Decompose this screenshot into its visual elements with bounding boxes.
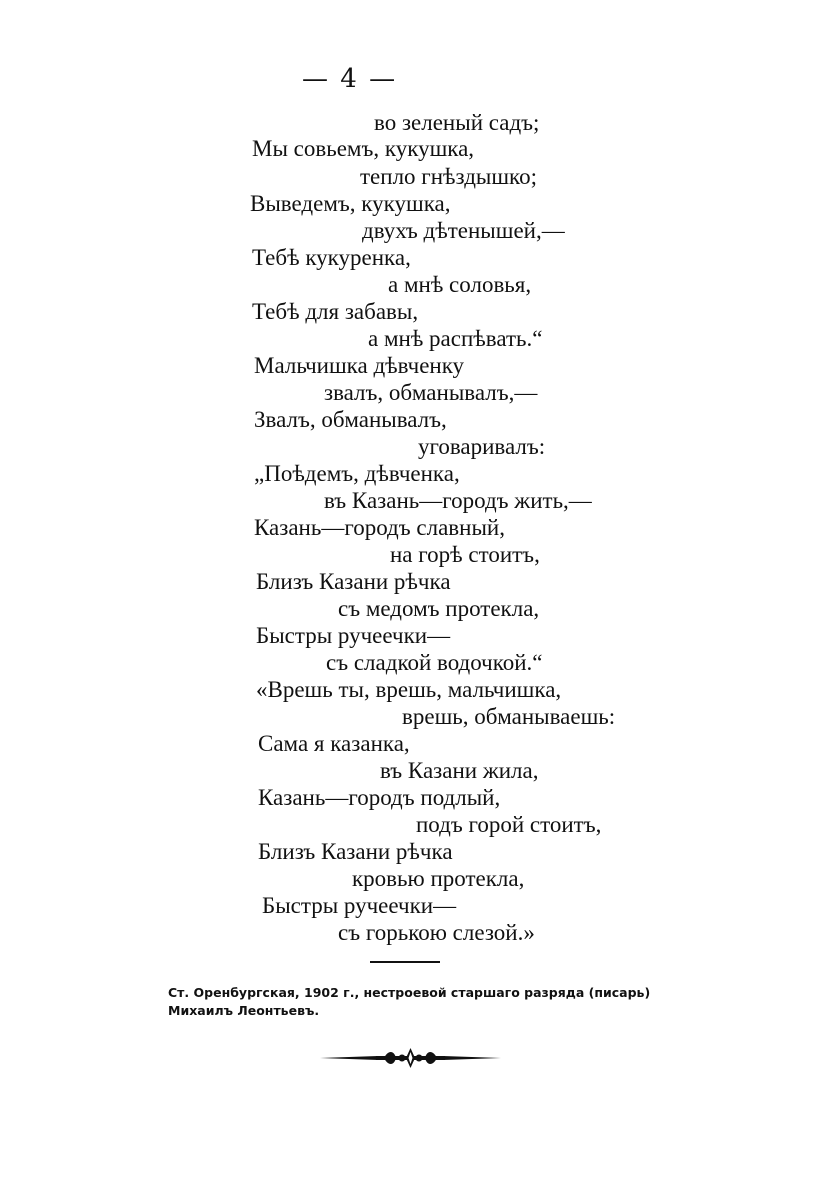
verse-line: во зеленый садъ;	[374, 110, 540, 135]
verse-line: а мнѣ соловья,	[388, 272, 532, 297]
verse-line: Казань—городъ славный,	[254, 515, 505, 540]
verse-line: Тебѣ для забавы,	[252, 299, 419, 324]
verse-line: Выведемъ, кукушка,	[250, 191, 451, 216]
verse-line: звалъ, обманывалъ,—	[324, 380, 538, 405]
verse-line: на горѣ стоитъ,	[390, 542, 540, 567]
verse-line: уговаривалъ:	[418, 434, 546, 459]
source-note-line: Михаилъ Леонтьевъ.	[168, 1003, 320, 1018]
verse-line: подъ горой стоитъ,	[416, 812, 602, 837]
verse-line: съ горькою слезой.»	[338, 920, 535, 945]
verse-line: Казань—городъ подлый,	[258, 785, 501, 810]
verse-line: Тебѣ кукуренка,	[252, 245, 411, 270]
ornament-icon	[318, 1046, 503, 1070]
verse-line: кровью протекла,	[352, 866, 525, 891]
verse-line: съ сладкой водочкой.“	[326, 650, 543, 675]
verse-line: Близъ Казани рѣчка	[256, 569, 451, 594]
verse-line: Звалъ, обманывалъ,	[254, 407, 447, 432]
verse-line: двухъ дѣтенышей,—	[362, 218, 565, 243]
source-note-line: Ст. Оренбургская, 1902 г., нестроевой старшаго разряда (писарь)	[168, 985, 651, 1000]
verse-line: въ Казани жила,	[380, 758, 539, 783]
verse-line: «Врешь ты, врешь, мальчишка,	[256, 677, 562, 702]
verse-line: Быстры ручеечки—	[256, 623, 451, 648]
verse-line: Мы совьемъ, кукушка,	[252, 136, 475, 161]
page-number: — 4 —	[302, 64, 398, 94]
verse-line: тепло гнѣздышко;	[360, 164, 537, 189]
verse-line: Быстры ручеечки—	[262, 893, 457, 918]
source-note	[168, 984, 728, 1020]
verse-line: врешь, обманываешь:	[402, 704, 616, 729]
verse-line: Мальчишка дѣвченку	[254, 353, 465, 378]
section-divider	[370, 961, 440, 963]
verse-line: Сама я казанка,	[258, 731, 410, 756]
verse-line: съ медомъ протекла,	[338, 596, 540, 621]
verse-line: а мнѣ распѣвать.“	[368, 326, 543, 351]
verse-line: Близъ Казани рѣчка	[258, 839, 453, 864]
verse-line: „Поѣдемъ, дѣвченка,	[254, 461, 460, 486]
verse-line: въ Казань—городъ жить,—	[324, 488, 592, 513]
